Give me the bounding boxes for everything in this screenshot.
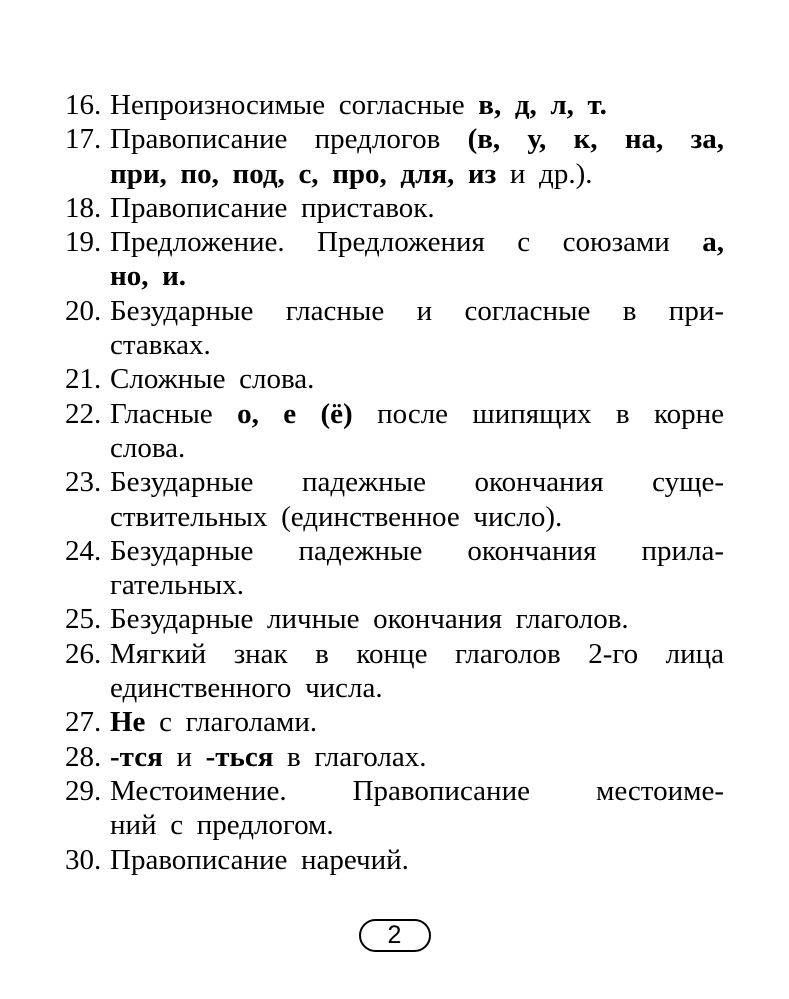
- item-number: 24.: [65, 534, 102, 567]
- item-text: [110, 397, 724, 466]
- item-number: 30.: [65, 843, 102, 876]
- text-segment: Правописание наречий.: [110, 843, 409, 876]
- item-line: [110, 122, 724, 156]
- item-line: [110, 294, 724, 328]
- text-segment: слова.: [110, 431, 186, 464]
- item-line: [110, 259, 724, 293]
- item-text: [110, 362, 724, 396]
- item-number: 27.: [65, 706, 102, 739]
- bold-text-segment: в, д, л, т.: [478, 89, 607, 121]
- text-segment: и: [162, 740, 206, 773]
- text-segment: Сложные слова.: [110, 363, 315, 396]
- item-number: 29.: [65, 774, 102, 807]
- item-line: [110, 362, 724, 396]
- item-line: [110, 431, 724, 465]
- item-number: 21.: [65, 363, 102, 396]
- page-number: 2: [387, 921, 402, 949]
- toc-item: [65, 362, 725, 396]
- bold-text-segment: Не: [110, 706, 146, 739]
- text-segment: Гласные: [110, 397, 238, 430]
- toc-item: [65, 122, 725, 191]
- item-text: [110, 191, 724, 225]
- item-line: [110, 740, 724, 774]
- item-line: [110, 500, 724, 534]
- text-segment: Непроизносимые согласные: [110, 89, 479, 121]
- text-segment: Правописание предлогов: [110, 123, 468, 156]
- toc-item: [65, 602, 725, 636]
- toc-item: [65, 294, 725, 363]
- item-number: 16.: [65, 89, 102, 121]
- item-number: 19.: [65, 226, 102, 259]
- text-segment: с глаголами.: [145, 706, 318, 739]
- text-segment: и др.).: [496, 157, 593, 190]
- item-number: 23.: [65, 466, 102, 499]
- toc-item: [65, 740, 725, 774]
- item-text: [110, 294, 724, 363]
- toc-item: [65, 465, 725, 534]
- item-line: [110, 225, 724, 259]
- item-text: [110, 122, 724, 191]
- text-segment: Безударные гласные и согласные в при-: [110, 294, 724, 327]
- text-segment: гательных.: [110, 569, 245, 602]
- text-segment: Местоимение. Правописание местоиме-: [110, 774, 724, 807]
- toc-item: [65, 191, 725, 225]
- item-line: [110, 808, 724, 842]
- toc-item: [65, 774, 725, 843]
- text-segment: Безударные падежные окончания прила-: [110, 534, 724, 567]
- item-text: [110, 637, 724, 706]
- item-number: 26.: [65, 637, 102, 670]
- toc-item: [65, 534, 725, 603]
- toc-item: [65, 88, 725, 122]
- page-number-badge: [359, 919, 431, 952]
- item-line: [110, 157, 724, 191]
- item-text: [110, 740, 724, 774]
- item-number: 17.: [65, 123, 102, 156]
- bold-text-segment: но, и.: [110, 260, 187, 293]
- text-segment: Безударные личные окончания глаголов.: [110, 603, 629, 636]
- item-number: 20.: [65, 294, 102, 327]
- text-segment: единственного числа.: [110, 672, 383, 705]
- bold-text-segment: а,: [702, 226, 724, 259]
- toc-list: [65, 88, 725, 877]
- toc-item: [65, 225, 725, 294]
- bold-text-segment: при, по, под, с, про, для, из: [110, 157, 497, 190]
- bold-text-segment: -ться: [205, 740, 274, 773]
- text-segment: Правописание приставок.: [110, 191, 435, 224]
- page-footer: [0, 919, 789, 952]
- toc-item: [65, 705, 725, 739]
- item-line: [110, 843, 724, 877]
- item-number: 18.: [65, 191, 102, 224]
- item-text: [110, 225, 724, 294]
- item-line: [110, 774, 724, 808]
- item-line: [110, 328, 724, 362]
- text-segment: ставках.: [110, 329, 211, 362]
- bold-text-segment: (в, у, к, на, за,: [467, 123, 724, 156]
- item-text: [110, 774, 724, 843]
- item-line: [110, 534, 724, 568]
- item-line: [110, 671, 724, 705]
- item-text: [110, 534, 724, 603]
- item-line: [110, 568, 724, 602]
- text-segment: Мягкий знак в конце глаголов 2-го лица: [110, 637, 724, 670]
- text-segment: Безударные падежные окончания суще-: [110, 466, 724, 499]
- item-line: [110, 88, 724, 122]
- item-line: [110, 637, 724, 671]
- text-segment: ний с предлогом.: [110, 809, 334, 842]
- item-line: [110, 397, 724, 431]
- item-text: [110, 705, 724, 739]
- toc-item: [65, 843, 725, 877]
- item-number: 25.: [65, 603, 102, 636]
- item-number: 22.: [65, 397, 102, 430]
- item-line: [110, 602, 724, 636]
- item-text: [110, 602, 724, 636]
- text-segment: после шипящих в корне: [352, 397, 724, 430]
- item-text: [110, 88, 724, 122]
- item-text: [110, 843, 724, 877]
- item-text: [110, 465, 724, 534]
- text-segment: в глаголах.: [273, 740, 427, 773]
- item-line: [110, 191, 724, 225]
- item-number: 28.: [65, 740, 102, 773]
- item-line: [110, 705, 724, 739]
- text-segment: Предложение. Предложения с союзами: [110, 226, 703, 259]
- text-segment: ствительных (единственное число).: [110, 500, 563, 533]
- toc-item: [65, 637, 725, 706]
- bold-text-segment: -тся: [110, 740, 163, 773]
- toc-item: [65, 397, 725, 466]
- item-line: [110, 465, 724, 499]
- bold-text-segment: о, е (ё): [237, 397, 353, 430]
